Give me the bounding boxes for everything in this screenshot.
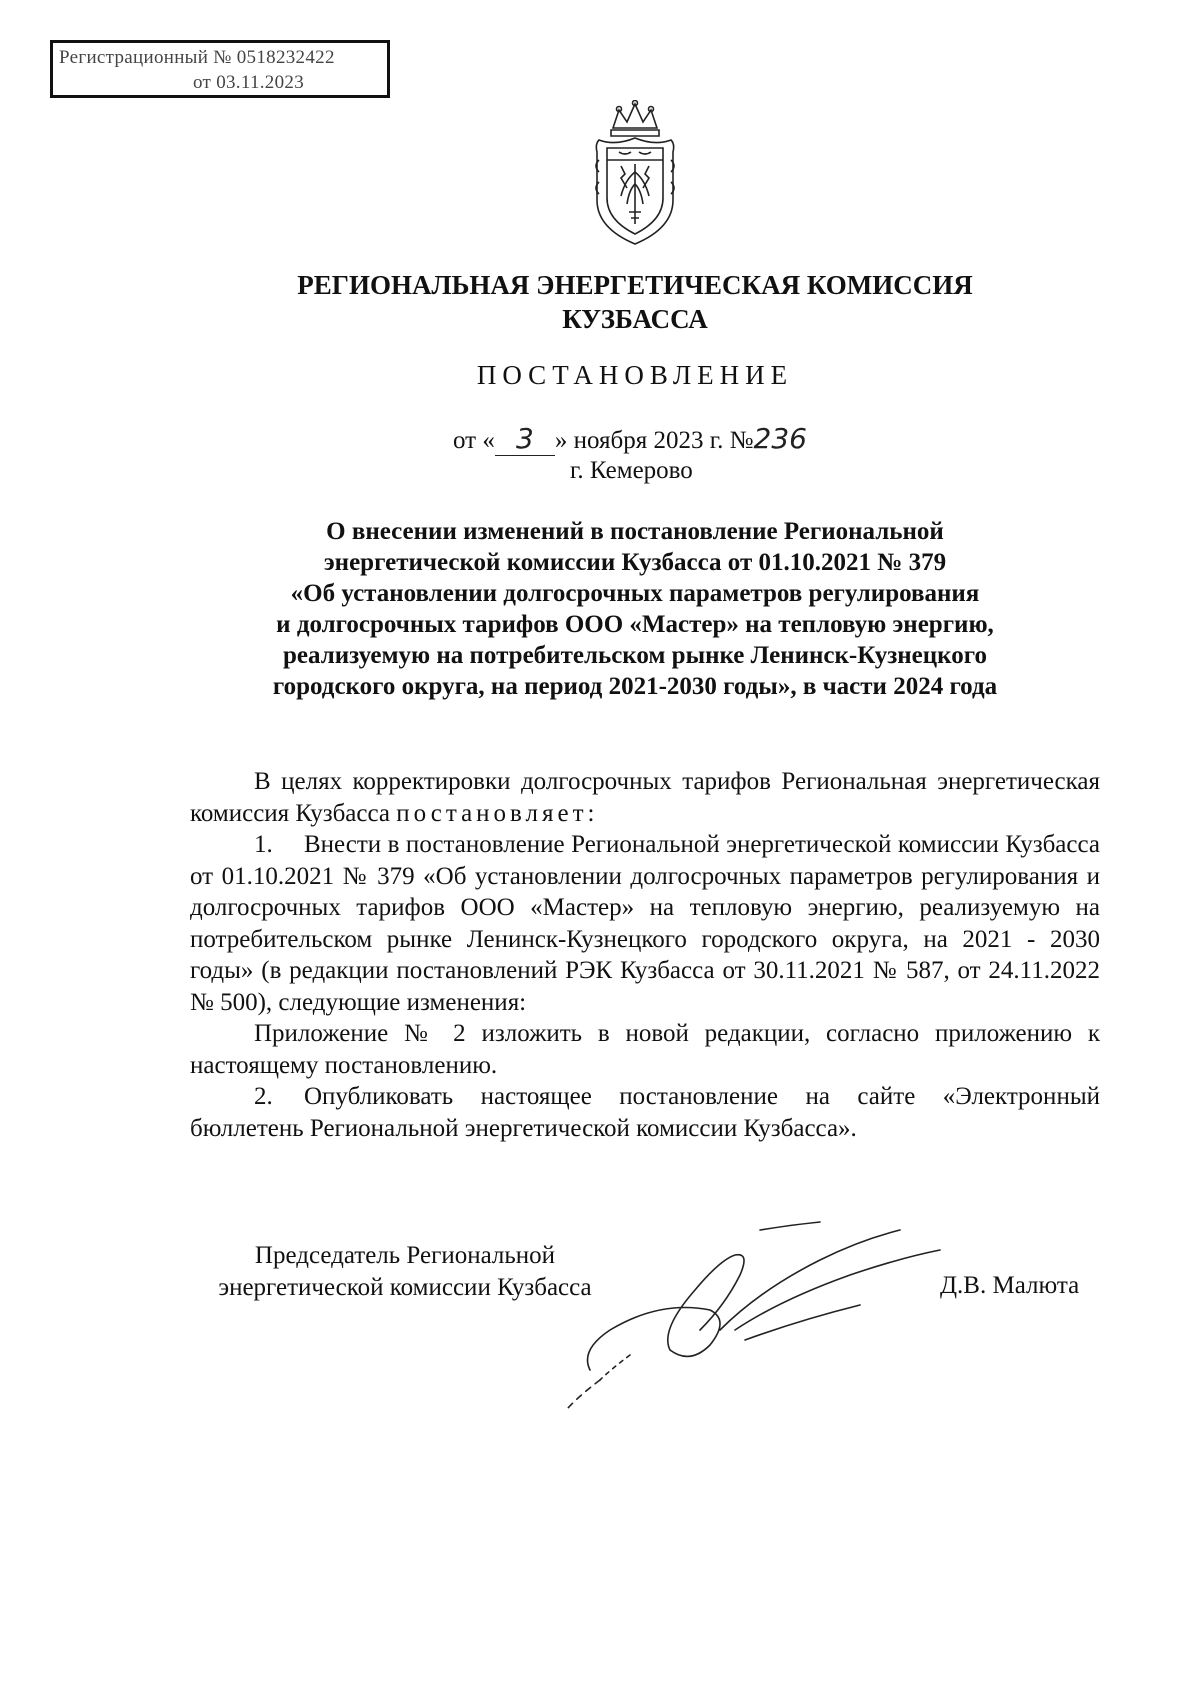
- document-number-handwritten: 236: [753, 422, 807, 455]
- registration-stamp: [50, 40, 390, 98]
- date-day-handwritten: 3: [495, 422, 555, 456]
- document-subject: [0, 516, 1200, 702]
- document-date-line: [453, 422, 807, 456]
- item-1-paragraph: [190, 829, 1100, 1018]
- subject-line: энергетической комиссии Кузбасса от 01.10.2021 № 379: [323, 549, 947, 576]
- item-2-text: Опубликовать настоящее постановление на сайте «Электронный бюллетень Региональной энергетической комиссии Кузбасса».: [190, 1083, 1100, 1142]
- intro-text: В целях корректировки долгосрочных тарифов Региональная энергетическая комиссия Кузбасса: [190, 768, 1100, 827]
- subject-line: О внесении изменений в постановление Региональной: [326, 518, 944, 545]
- subject-line: реализуемую на потребительском рынке Ленинск-Кузнецкого: [282, 642, 987, 669]
- registration-date: от 03.11.2023: [193, 72, 304, 93]
- handwritten-signature: [520, 1180, 980, 1420]
- signer-name: Д.В. Малюта: [940, 1272, 1080, 1299]
- document-body: [190, 766, 1100, 1144]
- item-2-paragraph: [190, 1081, 1100, 1144]
- intro-paragraph: [190, 766, 1100, 829]
- subject-line: «Об установлении долгосрочных параметров регулирования: [290, 580, 980, 607]
- coat-of-arms-icon: [585, 100, 685, 248]
- organization-title-line2: КУЗБАССА: [562, 304, 708, 334]
- item-1-sub-paragraph: Приложение № 2 изложить в новой редакции, согласно приложению к настоящему постановлению.: [190, 1020, 1100, 1079]
- signer-title-line1: Председатель Региональной: [254, 1242, 556, 1269]
- document-type: ПОСТАНОВЛЕНИЕ: [476, 360, 794, 390]
- registration-number: Регистрационный № 0518232422: [59, 47, 335, 68]
- item-1-number: 1.: [254, 831, 273, 858]
- signer-title-line2: энергетической комиссии Кузбасса: [218, 1274, 592, 1301]
- item-2-number: 2.: [254, 1083, 273, 1110]
- document-city: г. Кемерово: [570, 457, 693, 484]
- item-1-text: Внести в постановление Региональной энергетической комиссии Кузбасса от 01.10.2021 № 379 «Об установлении долгосрочных параметров регулирования и долгосрочных тарифов ООО «Мастер» на тепловую энергию, реализуемую на потребительском рынке Ленинск-Кузнецкого городского округа, на 2021 - 2030 годы» (в редакции постановлений РЭК Кузбасса от 30.11.2021 № 587, от 24.11.2022 № 500), следующие изменения:: [190, 831, 1100, 1016]
- organization-title: [0, 268, 1200, 336]
- organization-title-line1: РЕГИОНАЛЬНАЯ ЭНЕРГЕТИЧЕСКАЯ КОМИССИЯ: [297, 270, 973, 300]
- intro-resolution-word: постановляет:: [396, 799, 599, 827]
- date-prefix: от «: [453, 427, 495, 454]
- date-middle: » ноября 2023 г. №: [554, 427, 754, 454]
- subject-line: городского округа, на период 2021-2030 годы», в части 2024 года: [272, 673, 998, 700]
- subject-line: и долгосрочных тарифов ООО «Мастер» на тепловую энергию,: [276, 611, 994, 638]
